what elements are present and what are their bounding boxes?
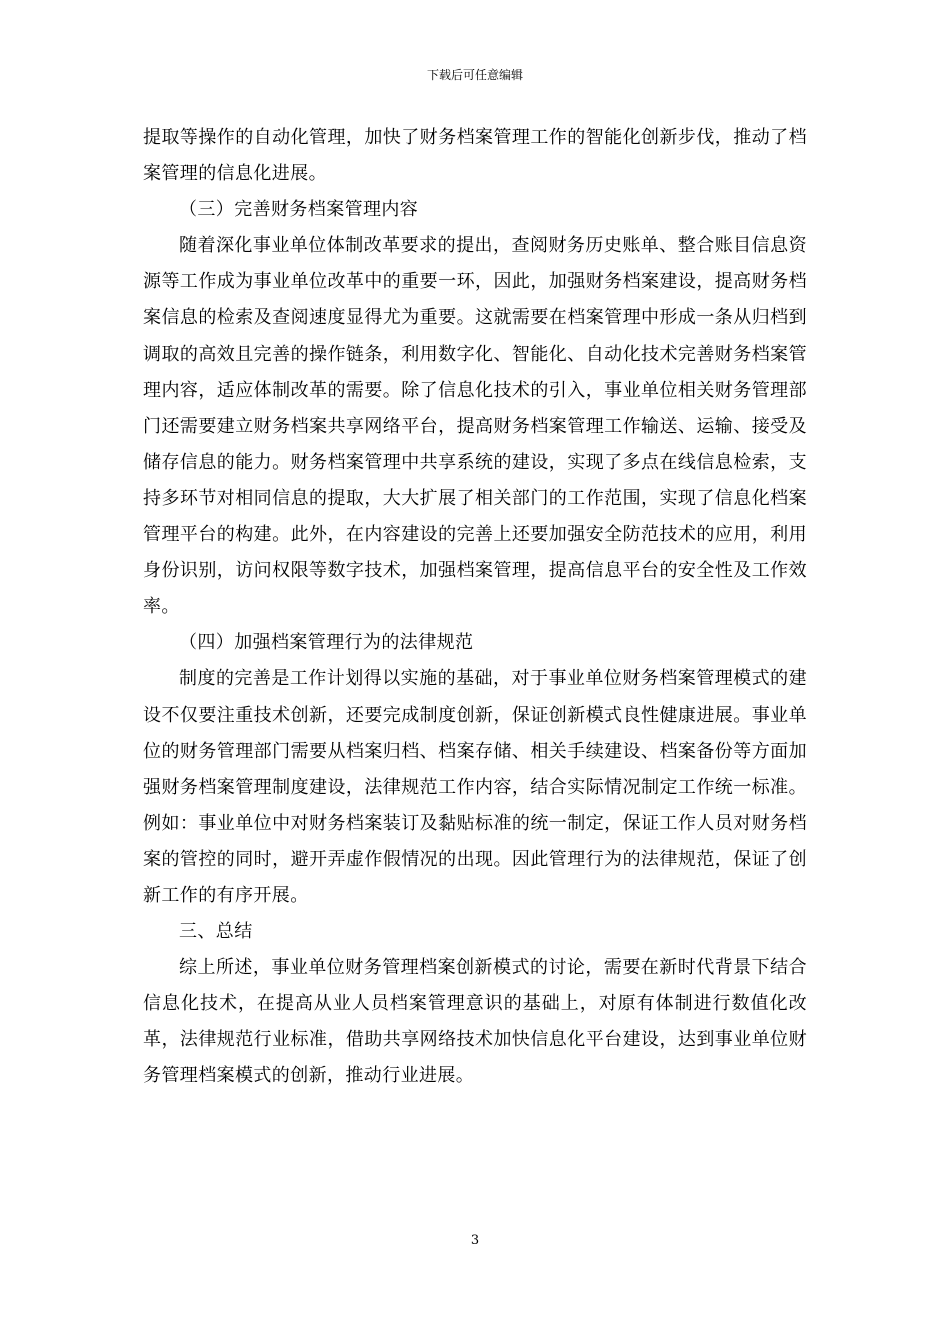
- continued-paragraph: 提取等操作的自动化管理，加快了财务档案管理工作的智能化创新步伐，推动了档案管理的信息化进展。: [143, 127, 807, 185]
- page-number: 3: [470, 1233, 480, 1248]
- body-paragraph: 制度的完善是工作计划得以实施的基础，对于事业单位财务档案管理模式的建设不仅要注重技术创新，还要完成制度创新，保证创新模式良性健康进展。事业单位的财务管理部门需要从档案归档、档案存储、相关手续建设、档案备份等方面加强财务档案管理制度建设，法律规范工作内容，结合实际情况制定工作统一标准。例如：事业单位中对财务档案装订及黏贴标准的统一制定，保证工作人员对财务档案的管控的同时，避开弄虚作假情况的出现。因此管理行为的法律规范，保证了创新工作的有序开展。: [143, 668, 807, 906]
- conclusion-heading: 三、总结: [179, 921, 253, 943]
- page-header: 下载后可任意编辑: [426, 68, 523, 82]
- section-heading-3: （三）完善财务档案管理内容: [179, 199, 419, 221]
- document-body: [143, 120, 807, 1095]
- section-heading-4: （四）加强档案管理行为的法律规范: [179, 632, 474, 654]
- body-paragraph: 随着深化事业单位体制改革要求的提出，查阅财务历史账单、整合账目信息资源等工作成为事业单位改革中的重要一环，因此，加强财务档案建设，提高财务档案信息的检索及查阅速度显得尤为重要。这就需要在档案管理中形成一条从归档到调取的高效且完善的操作链条，利用数字化、智能化、自动化技术完善财务档案管理内容，适应体制改革的需要。除了信息化技术的引入，事业单位相关财务管理部门还需要建立财务档案共享网络平台，提高财务档案管理工作输送、运输、接受及储存信息的能力。财务档案管理中共享系统的建设，实现了多点在线信息检索，支持多环节对相同信息的提取，大大扩展了相关部门的工作范围，实现了信息化档案管理平台的构建。此外，在内容建设的完善上还要加强安全防范技术的应用，利用身份识别，访问权限等数字技术，加强档案管理，提高信息平台的安全性及工作效率。: [143, 235, 807, 618]
- body-paragraph: 综上所述，事业单位财务管理档案创新模式的讨论，需要在新时代背景下结合信息化技术，在提高从业人员档案管理意识的基础上，对原有体制进行数值化改革，法律规范行业标准，借助共享网络技术加快信息化平台建设，达到事业单位财务管理档案模式的创新，推动行业进展。: [143, 957, 807, 1087]
